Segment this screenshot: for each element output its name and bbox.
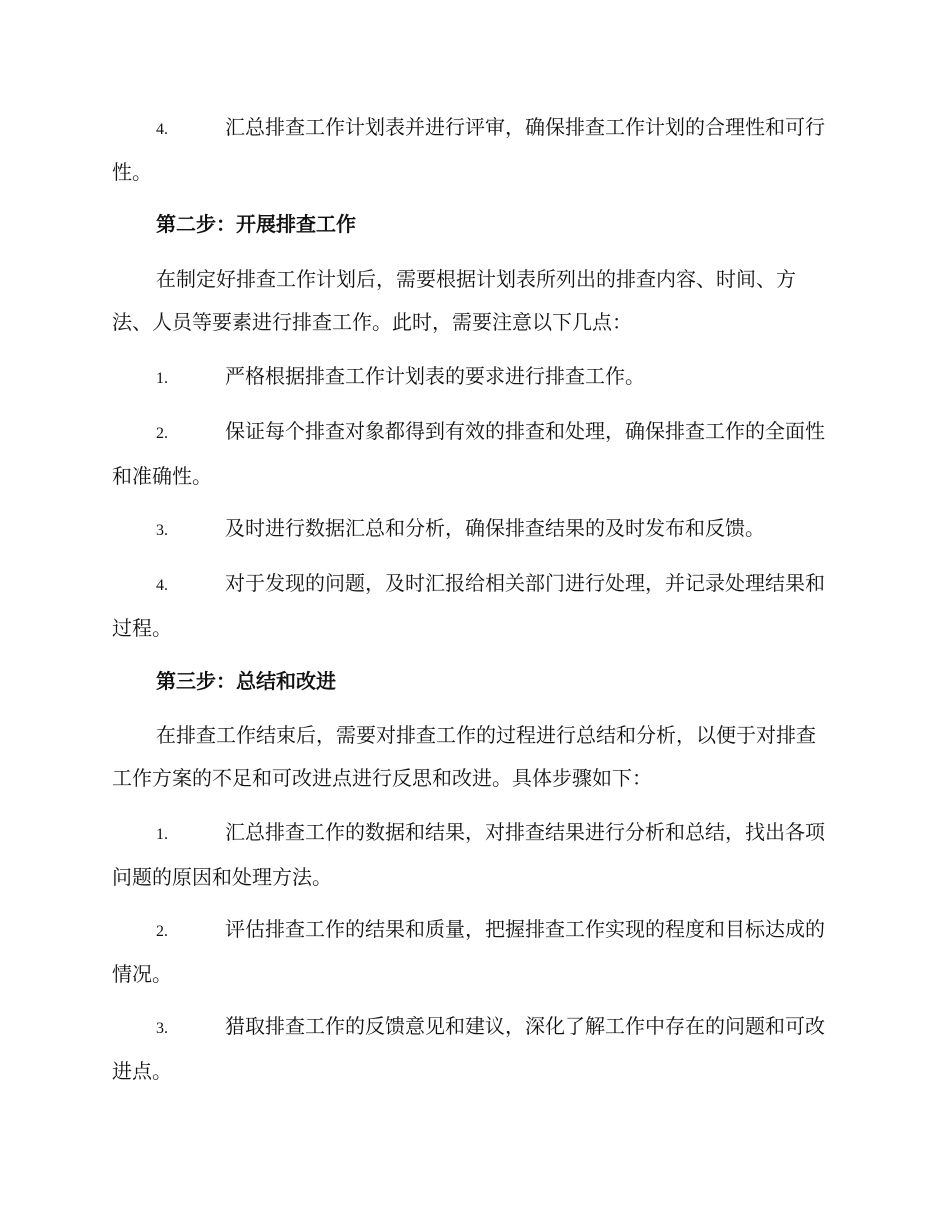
list-text: 保证每个排查对象都得到有效的排查和处理，确保排查工作的全面性和准确性。 <box>112 419 825 488</box>
list-text: 对于发现的问题，及时汇报给相关部门进行处理，并记录处理结果和过程。 <box>112 571 825 640</box>
list-item <box>112 106 834 194</box>
list-text: 及时进行数据汇总和分析，确保排查结果的及时发布和反馈。 <box>225 516 765 540</box>
list-item <box>112 811 834 899</box>
list-item <box>112 562 834 650</box>
list-text: 评估排查工作的结果和质量，把握排查工作实现的程度和目标达成的情况。 <box>112 917 825 986</box>
list-item <box>112 908 834 996</box>
list-number: 3. <box>156 522 168 539</box>
paragraph: 在排查工作结束后，需要对排查工作的过程进行总结和分析，以便于对排查工作方案的不足和可改进点进行反思和改进。具体步骤如下： <box>112 723 816 790</box>
list-item <box>112 355 834 400</box>
list-number: 1. <box>156 370 168 387</box>
list-number: 2. <box>156 425 168 442</box>
section-heading: 第二步：开展排查工作 <box>156 212 356 236</box>
list-item <box>112 1005 834 1093</box>
list-item <box>112 507 834 552</box>
list-item <box>112 410 834 498</box>
paragraph: 在制定好排查工作计划后，需要根据计划表所列出的排查内容、时间、方法、人员等要素进行排查工作。此时，需要注意以下几点： <box>112 267 796 334</box>
list-number: 2. <box>156 923 168 940</box>
list-number: 4. <box>156 577 168 594</box>
list-text: 猎取排查工作的反馈意见和建议，深化了解工作中存在的问题和可改进点。 <box>112 1014 825 1083</box>
list-number: 4. <box>156 121 168 138</box>
list-number: 1. <box>156 826 168 843</box>
list-number: 3. <box>156 1020 168 1037</box>
list-text: 汇总排查工作计划表并进行评审，确保排查工作计划的合理性和可行性。 <box>112 115 825 184</box>
list-text: 严格根据排查工作计划表的要求进行排查工作。 <box>225 364 645 388</box>
list-text: 汇总排查工作的数据和结果，对排查结果进行分析和总结，找出各项问题的原因和处理方法。 <box>112 820 825 889</box>
section-heading: 第三步：总结和改进 <box>156 669 336 693</box>
